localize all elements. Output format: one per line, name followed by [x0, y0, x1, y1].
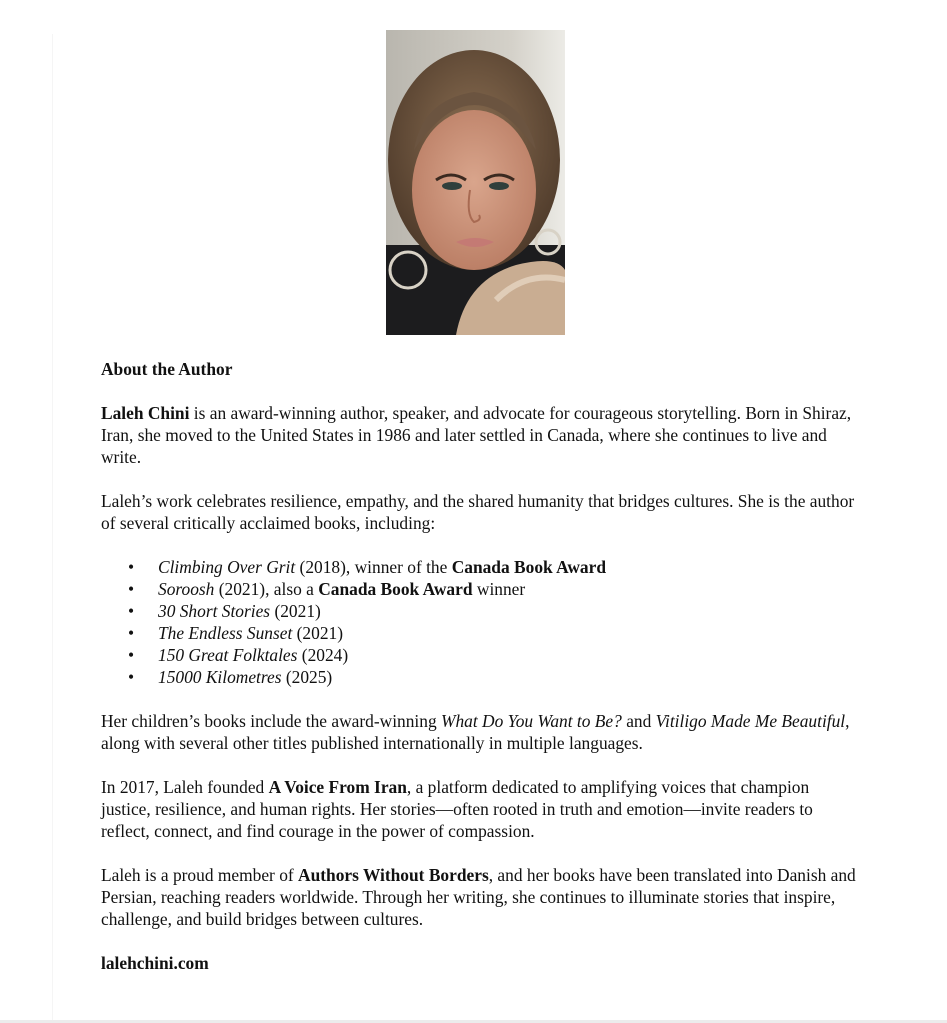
- children-books-paragraph: [101, 710, 861, 754]
- website-link[interactable]: lalehchini.com: [101, 953, 209, 973]
- text: In 2017, Laleh founded: [101, 777, 269, 797]
- about-author-section: [101, 358, 861, 996]
- text: Laleh is a proud member of: [101, 865, 299, 885]
- book-detail: (2018), winner of the: [295, 557, 452, 577]
- book-title: 150 Great Folktales: [158, 645, 298, 665]
- author-photo: [386, 30, 565, 335]
- work-paragraph: Laleh’s work celebrates resilience, empathy, and the shared humanity that bridges cultures. She is the author of several critically acclaimed books, including:: [101, 491, 855, 533]
- platform-name: A Voice From Iran: [268, 777, 407, 797]
- book-title: 30 Short Stories: [158, 601, 271, 621]
- book-title: The Endless Sunset: [158, 623, 293, 643]
- text: Her children’s books include the award-winning: [101, 711, 441, 731]
- author-name: Laleh Chini: [101, 403, 190, 423]
- book-detail: (2021): [292, 623, 344, 643]
- book-detail: (2025): [281, 667, 333, 687]
- list-item: [158, 578, 861, 600]
- text: and: [621, 711, 656, 731]
- book-title: What Do You Want to Be?: [441, 711, 622, 731]
- organization-name: Authors Without Borders: [298, 865, 489, 885]
- book-title: Climbing Over Grit: [158, 557, 296, 577]
- book-title: 15000 Kilometres: [158, 667, 282, 687]
- book-detail-tail: winner: [472, 579, 526, 599]
- book-detail: (2021), also a: [214, 579, 319, 599]
- text: , along with several other titles published internationally in multiple languages.: [101, 711, 850, 753]
- list-item: [158, 666, 861, 688]
- book-title: Vitiligo Made Me Beautiful: [655, 711, 846, 731]
- text: , a platform dedicated to amplifying voices that champion justice, resilience, and human rights. Her stories—often rooted in truth and emotion—invite readers to reflect, connect, and find courage in the power of compassion.: [101, 777, 813, 841]
- portrait-image-icon: [386, 30, 565, 335]
- section-heading: About the Author: [101, 359, 233, 379]
- book-list: [101, 556, 861, 688]
- book-detail: (2024): [297, 645, 349, 665]
- intro-text: is an award-winning author, speaker, and advocate for courageous storytelling. Born in Shiraz, Iran, she moved to the United States in 1986 and later settled in Canada, where she continues to live and write.: [101, 403, 852, 467]
- intro-paragraph: [101, 402, 861, 468]
- book-title: Soroosh: [158, 579, 215, 599]
- award-name: Canada Book Award: [318, 579, 473, 599]
- list-item: [158, 556, 861, 578]
- award-name: Canada Book Award: [451, 557, 606, 577]
- book-detail: (2021): [270, 601, 321, 621]
- list-item: [158, 622, 861, 644]
- voice-from-iran-paragraph: [101, 776, 861, 842]
- list-item: [158, 644, 861, 666]
- membership-paragraph: [101, 864, 861, 930]
- list-item: [158, 600, 861, 622]
- text: , and her books have been translated into Danish and Persian, reaching readers worldwide. Through her writing, she continues to illuminate stories that inspire, challenge, and build bridges between cultures.: [101, 865, 856, 929]
